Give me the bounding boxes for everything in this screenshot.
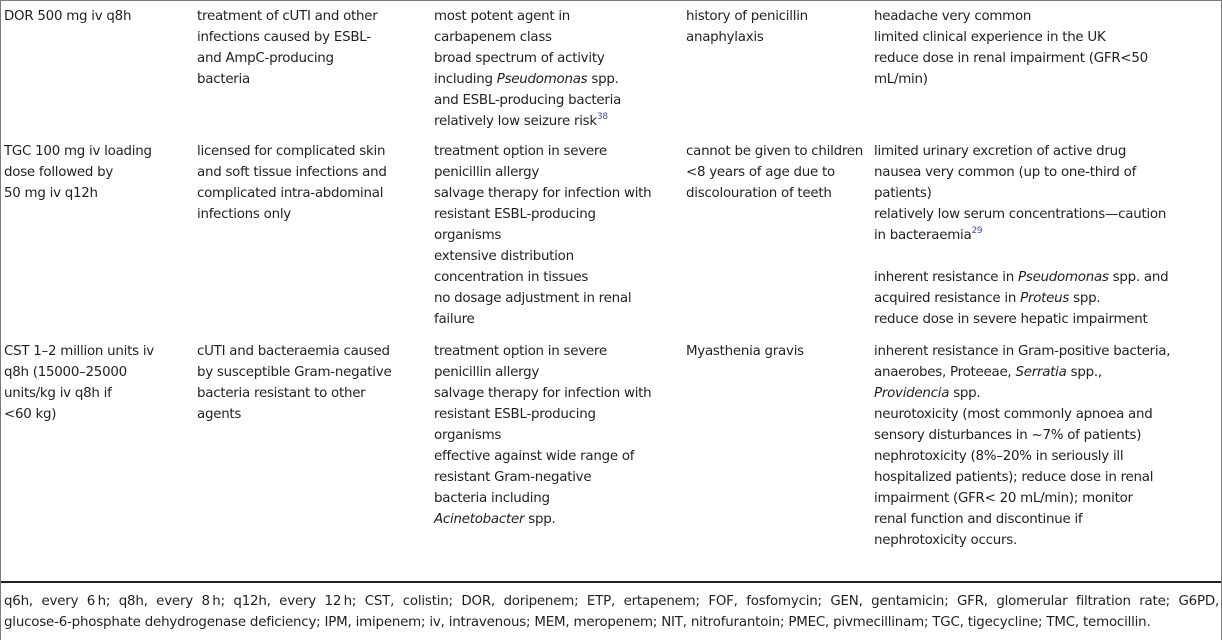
indication-text: licensed for complicated skin — [197, 144, 386, 159]
indication-text: bacteria resistant to other — [197, 386, 366, 401]
advantage-item: extensive distribution concentration in tissues — [434, 249, 589, 285]
dosage-text: DOR 500 mg iv q8h — [4, 9, 132, 24]
organism-name: Proteus — [1020, 291, 1070, 306]
footnote-line: q6h, every 6 h; q8h, every 8 h; q12h, every 12 h; CST, colistin; DOR, doripenem; ETP, ertapenem; FOF, fosfomycin; GEN, gentamicin; GFR, glomerular filtration rate; G6PD, — [4, 594, 1219, 609]
indication-text: agents — [197, 407, 242, 422]
notes-cell — [874, 6, 1219, 90]
table-footnote — [4, 591, 1219, 633]
advantage-item: no dosage adjustment in renal failure — [434, 291, 632, 327]
note-item: inherent resistance in Pseudomonas spp. and acquired resistance in Proteus spp. — [874, 270, 1169, 306]
advantage-text: and ESBL-producing bacteria — [434, 93, 622, 108]
advantage-text: including Pseudomonas spp. — [434, 72, 619, 87]
advantage-item — [434, 48, 679, 111]
advantages-cell — [434, 141, 679, 330]
indication-text: bacteria — [197, 72, 250, 87]
footnote-line: glucose-6-phosphate dehydrogenase deficiency; IPM, imipenem; iv, intravenous; MEM, meropenem; NIT, nitrofurantoin; PMEC, pivmecillinam; TGC, tigecycline; TMC, temocillin. — [4, 615, 1151, 630]
contraindication-cell — [686, 141, 871, 204]
indication-text: infections only — [197, 207, 291, 222]
advantage-item — [434, 6, 679, 48]
note-item: reduce dose in severe hepatic impairment — [874, 312, 1148, 327]
contraindication-cell — [686, 6, 871, 48]
indication-text: cUTI and bacteraemia caused — [197, 344, 390, 359]
note-item: limited clinical experience in the UK — [874, 30, 1106, 45]
indication-cell — [197, 341, 427, 425]
dosage-text: units/kg iv q8h if — [4, 386, 112, 401]
advantages-cell — [434, 6, 679, 132]
contraindication-text: Myasthenia gravis — [686, 344, 804, 359]
reference-link[interactable]: 38 — [596, 112, 608, 122]
organism-name: Acinetobacter — [434, 512, 525, 527]
dosage-text: CST 1–2 million units iv — [4, 344, 154, 359]
advantage-text: most potent agent in — [434, 9, 571, 24]
dosage-text: <60 kg) — [4, 407, 57, 422]
advantage-item: treatment option in severe penicillin allergy — [434, 144, 607, 180]
indication-text: and AmpC-producing — [197, 51, 334, 66]
dosage-cell — [4, 6, 189, 27]
contraindication-text: anaphylaxis — [686, 30, 764, 45]
indication-text: by susceptible Gram-negative — [197, 365, 392, 380]
organism-name: Pseudomonas — [1018, 270, 1109, 285]
note-item: nausea very common (up to one-third of patients) — [874, 165, 1137, 201]
note-item: neurotoxicity (most commonly apnoea and sensory disturbances in ~7% of patients) — [874, 407, 1153, 443]
advantage-text: relatively low seizure risk$^{38}$ — [434, 112, 608, 129]
notes-cell — [874, 341, 1219, 551]
contraindication-text: cannot be given to children — [686, 144, 864, 159]
indication-text: infections caused by ESBL- — [197, 30, 371, 45]
indication-text: complicated intra-abdominal — [197, 186, 384, 201]
advantage-item: salvage therapy for infection with resistant ESBL-producing organisms — [434, 386, 652, 443]
advantage-item: salvage therapy for infection with resistant ESBL-producing organisms — [434, 186, 652, 243]
notes-cell — [874, 141, 1219, 330]
note-item: relatively low serum concentrations—caution in bacteraemia$^{29}$ — [874, 207, 1167, 243]
dosage-text: q8h (15000–25000 — [4, 365, 127, 380]
note-item: headache very common — [874, 9, 1032, 24]
advantage-text: carbapenem class — [434, 30, 552, 45]
advantage-item: treatment option in severe penicillin allergy — [434, 344, 607, 380]
advantage-text: broad spectrum of activity — [434, 51, 605, 66]
dosage-cell — [4, 141, 189, 204]
dosage-cell — [4, 341, 189, 425]
spacer — [874, 246, 1219, 267]
indication-text: and soft tissue infections and — [197, 165, 387, 180]
contraindication-text: <8 years of age due to — [686, 165, 835, 180]
contraindication-text: discolouration of teeth — [686, 186, 832, 201]
note-item: nephrotoxicity (8%–20% in seriously ill hospitalized patients); reduce dose in renal impairment (GFR< 20 mL/min); monitor renal function and discontinue if nephrotoxicity occurs. — [874, 449, 1154, 548]
note-item: inherent resistance in Gram-positive bacteria, anaerobes, Proteeae, Serratia spp., Providencia spp. — [874, 344, 1171, 401]
advantage-item — [434, 111, 679, 132]
contraindication-cell — [686, 341, 871, 362]
reference-link[interactable]: 29 — [971, 226, 983, 236]
advantages-cell — [434, 341, 679, 530]
indication-cell — [197, 141, 427, 225]
organism-name: Providencia — [874, 386, 950, 401]
dosage-text: TGC 100 mg iv loading — [4, 144, 152, 159]
advantage-item: effective against wide range of resistant Gram-negative bacteria including Acinetobacter spp. — [434, 449, 635, 527]
dosage-text: 50 mg iv q12h — [4, 186, 98, 201]
indication-cell — [197, 6, 427, 90]
table-bottom-rule — [1, 581, 1221, 583]
note-item: reduce dose in renal impairment (GFR<50 mL/min) — [874, 51, 1148, 87]
note-item: limited urinary excretion of active drug — [874, 144, 1127, 159]
organism-name: Serratia — [1015, 365, 1067, 380]
indication-text: treatment of cUTI and other — [197, 9, 378, 24]
contraindication-text: history of penicillin — [686, 9, 808, 24]
organism-name: Pseudomonas — [496, 72, 588, 87]
dosage-text: dose followed by — [4, 165, 114, 180]
